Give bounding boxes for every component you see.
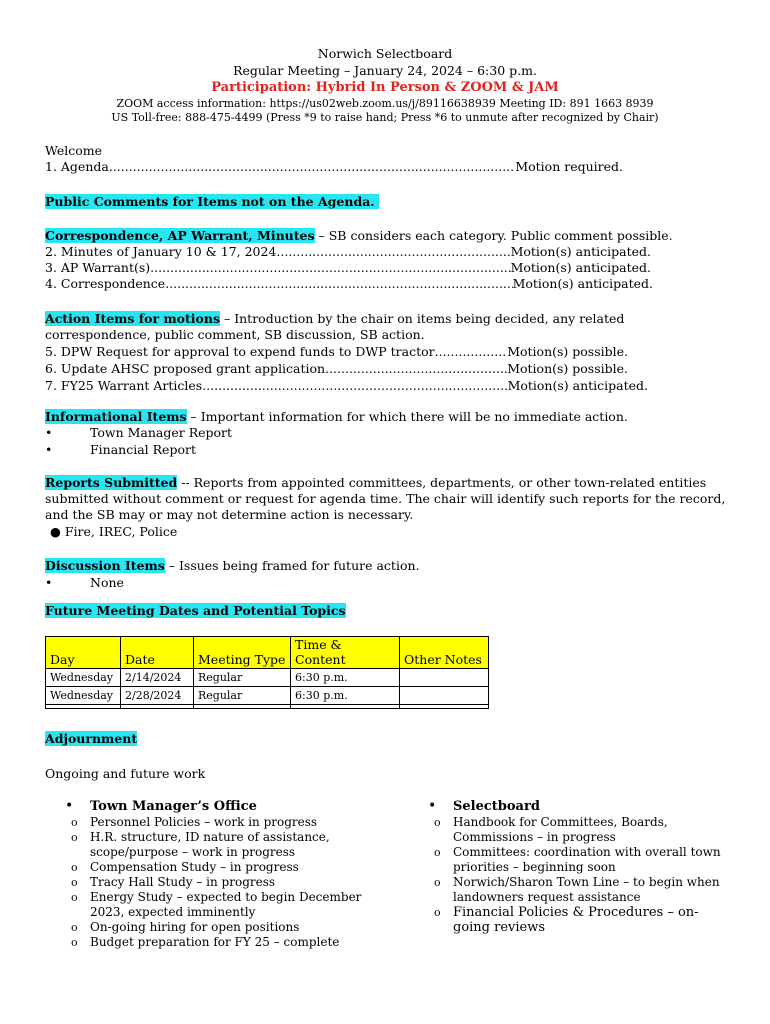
future-heading: Future Meeting Dates and Potential Topics [45, 603, 346, 618]
agenda-item: 7. FY25 Warrant Articles ..... Motion(s) anticipated. [45, 378, 648, 394]
correspondence-section [45, 228, 673, 244]
bullet-icon: • [65, 798, 74, 814]
selectboard-column [453, 799, 723, 935]
bullet-icon: • [45, 425, 53, 440]
list-item: Financial Report [90, 442, 196, 457]
tollfree-info: US Toll-free: 888-475-4499 (Press *9 to raise hand; Press *6 to unmute after recognized by Chair) [111, 111, 659, 124]
agenda-item: 6. Update AHSC proposed grant application ..... Motion(s) possible. [45, 361, 628, 377]
list-item: ● Fire, IREC, Police [50, 524, 178, 539]
correspondence-heading: Correspondence, AP Warrant, Minutes [45, 228, 315, 243]
discussion-section: Discussion Items – Issues being framed for future action. [45, 558, 420, 573]
list-item: o Handbook for Committees, Boards, Commissions – in progress [407, 815, 723, 845]
action-section: Action Items for motions – Introduction by the chair on items being decided, any related [45, 311, 625, 326]
column-header: Time & Content [291, 637, 400, 669]
list-item: o Compensation Study – in progress [44, 860, 380, 875]
bullet-icon: • [45, 442, 53, 457]
informational-section: Informational Items – Important information for which there will be no immediate action. [45, 409, 628, 424]
table-row: Wednesday 2/28/2024 Regular 6:30 p.m. [46, 687, 489, 705]
column-header: Date [121, 637, 194, 669]
list-item: o H.R. structure, ID nature of assistance, scope/purpose – work in progress [44, 830, 380, 860]
agenda-item-motion: Motion required. [515, 159, 623, 174]
list-item: o Tracy Hall Study – in progress [44, 875, 380, 890]
table-row: Wednesday 2/14/2024 Regular 6:30 p.m. [46, 669, 489, 687]
leader-dots [109, 159, 515, 175]
agenda-item-label: 1. Agenda [45, 159, 109, 174]
list-item: o Norwich/Sharon Town Line – to begin when landowners request assistance [407, 875, 723, 905]
list-item: Town Manager Report [90, 425, 233, 440]
agenda-item: 2. Minutes of January 10 & 17, 2024 ..... Motion(s) anticipated. [45, 244, 651, 260]
list-item: o Personnel Policies – work in progress [44, 815, 380, 830]
welcome: Welcome [45, 143, 103, 158]
list-item: None [90, 575, 124, 590]
public-comments-heading: Public Comments for Items not on the Agenda. [45, 194, 379, 210]
correspondence-desc: – SB considers each category. Public comment possible. [314, 228, 673, 243]
action-desc: correspondence, public comment, SB discussion, SB action. [45, 327, 425, 342]
action-heading: Action Items for motions [45, 311, 220, 326]
list-item: o Financial Policies & Procedures – on-going reviews [407, 905, 723, 935]
discussion-heading: Discussion Items [45, 558, 165, 573]
bullet-icon: • [45, 575, 53, 590]
table-row [46, 705, 489, 709]
bullet-icon: • [428, 798, 437, 814]
selectboard-title: Selectboard [453, 799, 540, 814]
list-item: o Energy Study – expected to begin December 2023, expected imminently [44, 890, 380, 920]
informational-heading: Informational Items [45, 409, 187, 424]
list-item: o Committees: coordination with overall town priorities – beginning soon [407, 845, 723, 875]
agenda-item: 4. Correspondence ..... Motion(s) anticipated. [45, 276, 653, 292]
list-item: o On-going hiring for open positions [44, 920, 380, 935]
zoom-info: ZOOM access information: https://us02web.zoom.us/j/89116638939 Meeting ID: 891 1663 8939 [116, 97, 654, 110]
participation-line: Participation: Hybrid In Person & ZOOM & JAM [211, 80, 559, 95]
adjournment-heading: Adjournment [45, 731, 138, 746]
column-header: Other Notes [400, 637, 489, 669]
town-manager-title: Town Manager’s Office [90, 799, 257, 814]
ongoing-heading: Ongoing and future work [45, 766, 206, 781]
agenda-item: 5. DPW Request for approval to expend funds to DWP tractor ..... Motion(s) possible. [45, 344, 628, 360]
future-meetings-table [45, 636, 489, 709]
list-item: o Budget preparation for FY 25 – complete [44, 935, 380, 950]
table-header-row [46, 637, 489, 669]
agenda-item [45, 159, 623, 175]
column-header: Meeting Type [194, 637, 291, 669]
town-manager-column [90, 799, 380, 950]
meeting-line: Regular Meeting – January 24, 2024 – 6:30 p.m. [233, 63, 537, 78]
reports-heading: Reports Submitted [45, 475, 178, 490]
agenda-item: 3. AP Warrant(s) ..... Motion(s) anticipated. [45, 260, 651, 276]
org-title: Norwich Selectboard [317, 46, 453, 61]
reports-section: Reports Submitted -- Reports from appointed committees, departments, or other town-related entities submitted without comment or request for agenda time. The chair will identify such reports for the record, and the SB may or may not determine action is necessary. [45, 475, 726, 522]
column-header: Day [46, 637, 121, 669]
